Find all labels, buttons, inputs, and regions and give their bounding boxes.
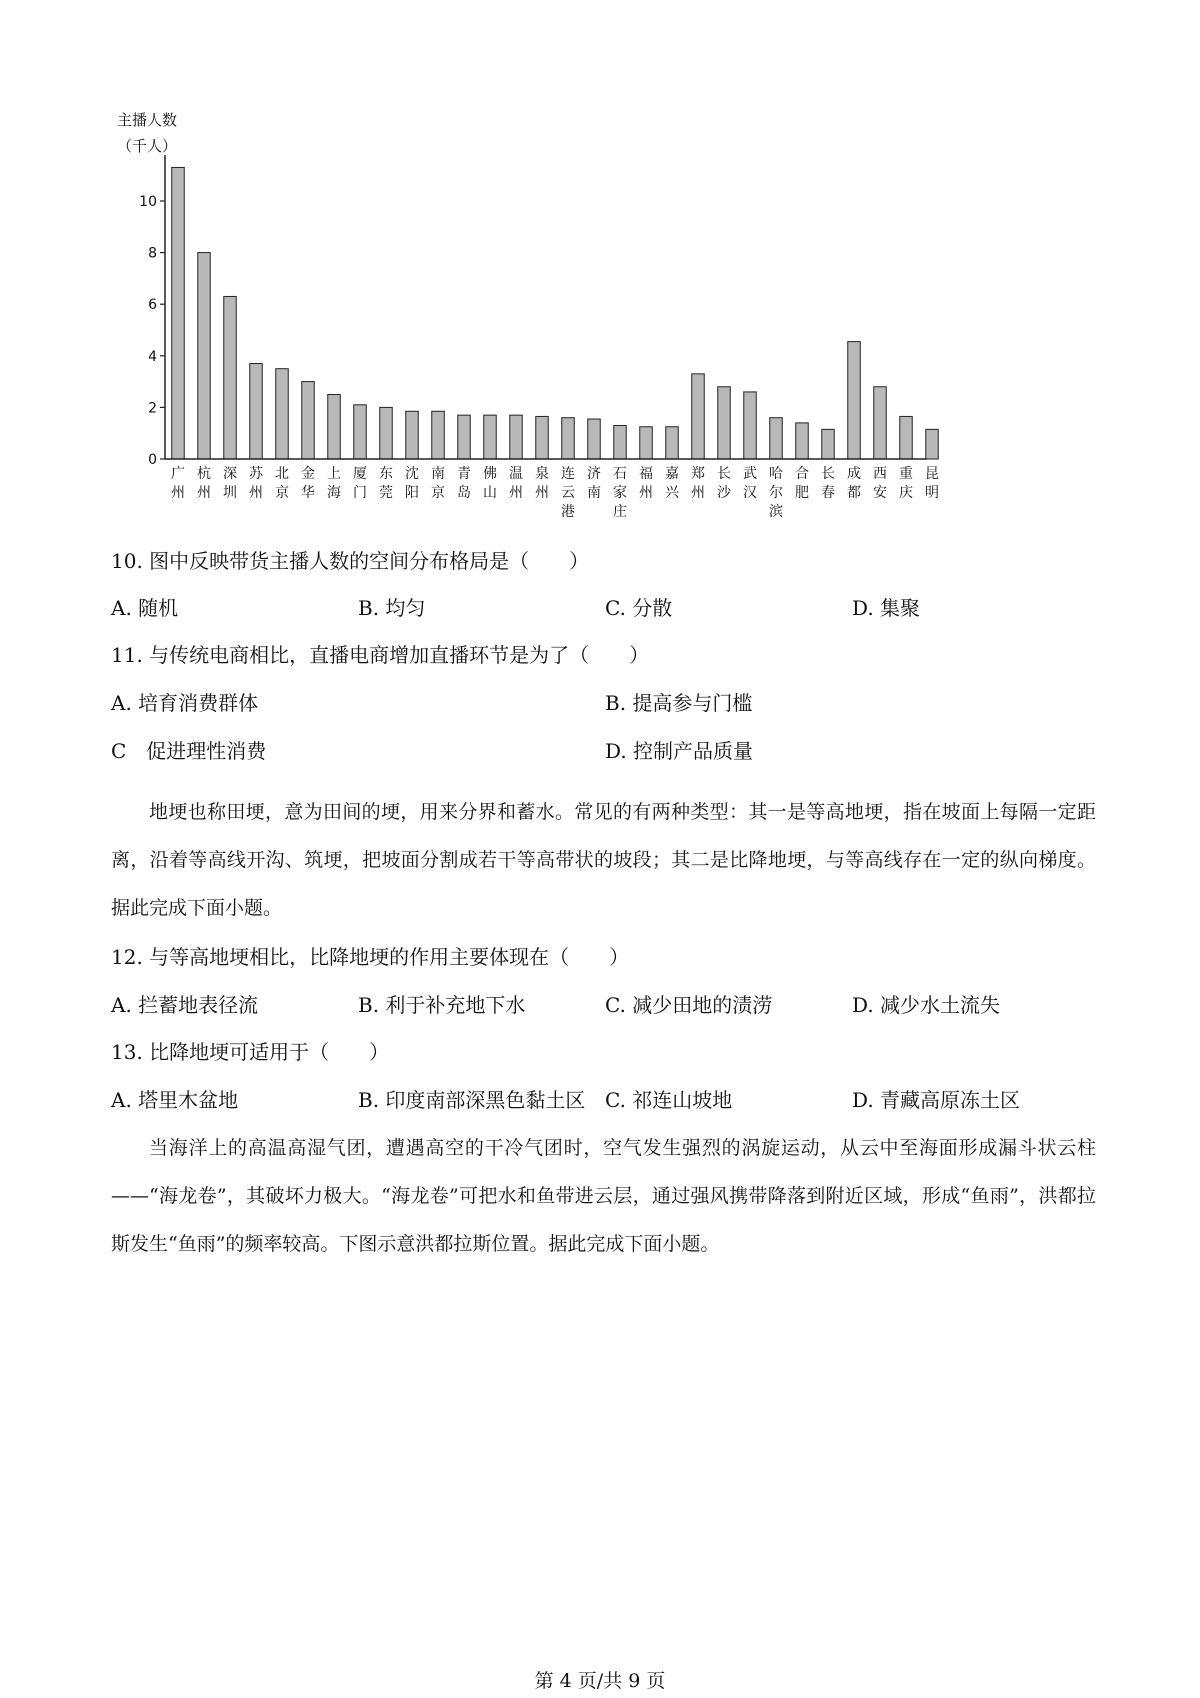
- bar: [588, 419, 601, 459]
- x-tick-label: 嘉兴: [665, 466, 679, 501]
- bar: [718, 387, 731, 459]
- x-tick-label: 上海: [327, 466, 341, 501]
- bar: [562, 418, 575, 459]
- x-tick-label: 厦门: [353, 466, 367, 501]
- x-tick-label: 福州: [639, 466, 653, 501]
- bar: [692, 374, 705, 459]
- question-13-stem: 13. 比降地埂可适用于（ ）: [111, 1040, 390, 1064]
- x-tick-label: 广州: [171, 466, 185, 501]
- bar: [614, 425, 627, 459]
- y-axis-unit: （千人）: [117, 137, 178, 155]
- q11-option-c: C 促进理性消费: [111, 739, 267, 763]
- q10-option-b: B. 均匀: [358, 596, 426, 620]
- question-12-stem: 12. 与等高地埂相比，比降地埂的作用主要体现在（ ）: [111, 945, 630, 969]
- bar: [458, 415, 471, 459]
- x-tick-label: 郑州: [691, 466, 705, 501]
- bar: [432, 411, 445, 459]
- q13-option-d: D. 青藏高原冻土区: [852, 1088, 1021, 1112]
- y-tick-label: 10: [139, 194, 157, 210]
- x-tick-label: 温州: [509, 466, 523, 501]
- bar: [640, 427, 653, 459]
- q12-option-b: B. 利于补充地下水: [358, 993, 526, 1017]
- bar: [926, 429, 939, 459]
- x-tick-label: 石家庄: [613, 466, 627, 520]
- q13-option-a: A. 塔里木盆地: [111, 1088, 239, 1112]
- x-tick-label: 西安: [873, 466, 887, 501]
- x-tick-label: 哈尔滨: [769, 466, 783, 520]
- passage-fish-rain: 当海洋上的高温高湿气团，遭遇高空的干冷气团时，空气发生强烈的涡旋运动，从云中至海面形成漏斗状云柱——“海龙卷”，其破坏力极大。“海龙卷”可把水和鱼带进云层，通过强风携带降落到附近区域，形成“鱼雨”，洪都拉斯发生“鱼雨”的频率较高。下图示意洪都拉斯位置。据此完成下面小题。: [111, 1137, 1096, 1255]
- bar: [874, 387, 887, 459]
- q11-option-b: B. 提高参与门槛: [605, 691, 753, 715]
- bar: [796, 423, 809, 459]
- q10-option-d: D. 集聚: [852, 596, 921, 620]
- q10-option-c: C. 分散: [605, 596, 673, 620]
- q12-option-a: A. 拦蓄地表径流: [111, 993, 259, 1017]
- x-tick-label: 重庆: [899, 466, 913, 501]
- bar: [484, 415, 497, 459]
- bar: [822, 429, 835, 459]
- q10-option-a: A. 随机: [111, 596, 179, 620]
- x-tick-label: 北京: [275, 466, 289, 501]
- bar: [380, 407, 393, 459]
- y-tick-label: 6: [148, 297, 157, 314]
- x-tick-label: 武汉: [743, 466, 757, 501]
- bar: [276, 369, 289, 459]
- q11-option-d: D. 控制产品质量: [605, 739, 754, 763]
- x-tick-label: 佛山: [483, 466, 497, 501]
- question-11-stem: 11. 与传统电商相比，直播电商增加直播环节是为了（ ）: [111, 643, 650, 667]
- passage-field-ridges: 地埂也称田埂，意为田间的埂，用来分界和蓄水。常见的有两种类型：其一是等高地埂，指在坡面上每隔一定距离，沿着等高线开沟、筑埂，把坡面分割成若干等高带状的坡段；其二是比降地埂，与等高线存在一定的纵向梯度。据此完成下面小题。: [111, 801, 1096, 919]
- bar: [848, 342, 861, 459]
- bar: [198, 253, 211, 459]
- bar: [406, 411, 419, 459]
- x-tick-label: 连云港: [561, 466, 575, 520]
- page-number: 第 4 页/共 9 页: [534, 1670, 666, 1692]
- x-tick-label: 青岛: [457, 466, 471, 501]
- q13-option-b: B. 印度南部深黑色黏土区: [358, 1088, 586, 1112]
- q12-option-c: C. 减少田地的渍涝: [605, 993, 773, 1017]
- bar: [900, 416, 913, 459]
- question-10-stem: 10. 图中反映带货主播人数的空间分布格局是（ ）: [111, 549, 590, 573]
- x-tick-label: 长沙: [717, 466, 731, 501]
- bar: [510, 415, 523, 459]
- bar: [250, 364, 263, 459]
- x-tick-label: 东莞: [379, 466, 393, 501]
- x-tick-label: 长春: [821, 466, 835, 501]
- y-tick-label: 2: [148, 400, 157, 417]
- bar: [302, 382, 315, 459]
- y-tick-label: 0: [148, 452, 157, 468]
- y-axis-label: 主播人数: [117, 111, 178, 129]
- y-tick-label: 4: [148, 348, 157, 365]
- y-tick-label: 8: [148, 245, 157, 262]
- bar: [666, 427, 679, 459]
- bar: [224, 296, 237, 459]
- bar: [536, 416, 549, 459]
- x-tick-label: 南京: [431, 466, 445, 501]
- x-tick-label: 泉州: [535, 466, 549, 501]
- bar: [328, 395, 341, 460]
- q11-option-a: A. 培育消费群体: [111, 691, 259, 715]
- x-tick-label: 济南: [587, 466, 601, 501]
- x-tick-label: 金华: [301, 466, 315, 501]
- x-tick-label: 成都: [847, 466, 861, 501]
- x-tick-label: 合肥: [795, 466, 809, 501]
- bar: [354, 405, 367, 459]
- x-tick-label: 昆明: [925, 466, 939, 501]
- x-tick-label: 深圳: [223, 466, 237, 501]
- bar: [744, 392, 757, 459]
- q12-option-d: D. 减少水土流失: [852, 993, 1001, 1017]
- bar: [172, 167, 185, 459]
- x-tick-label: 杭州: [197, 466, 211, 501]
- x-tick-label: 苏州: [249, 466, 263, 501]
- bar: [770, 418, 783, 459]
- q13-option-c: C. 祁连山坡地: [605, 1088, 733, 1112]
- bar-chart: [0, 0, 1200, 530]
- x-tick-label: 沈阳: [405, 466, 419, 501]
